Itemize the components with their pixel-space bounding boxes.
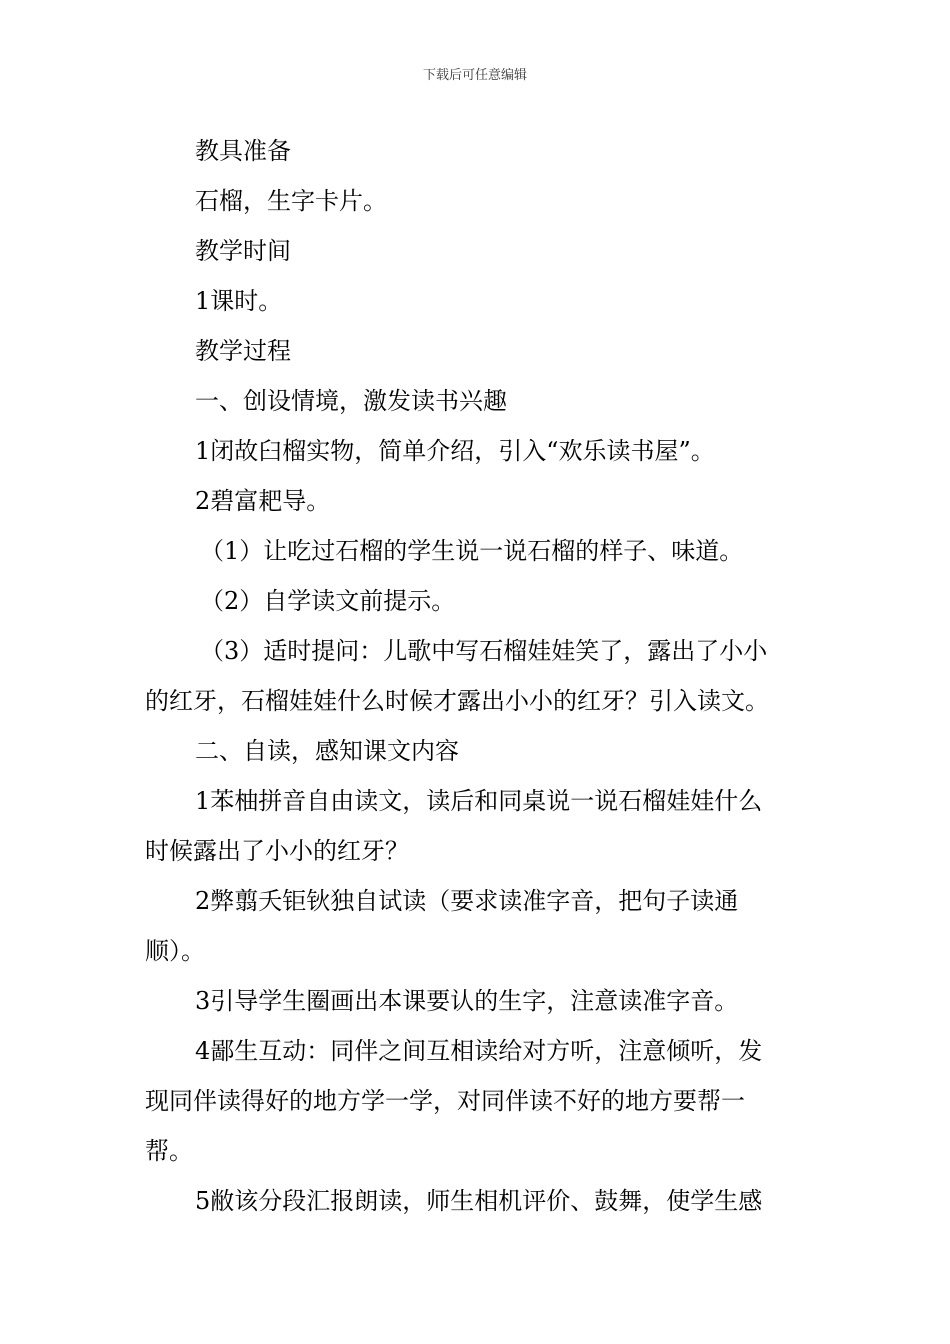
heading-teaching-aids: 教具准备	[195, 137, 291, 165]
list-item: （1）让吃过石榴的学生说一说石榴的样子、味道。	[200, 537, 744, 565]
paragraph: 3引导学生圈画出本课要认的生字，注意读准字音。	[195, 987, 739, 1015]
document-body	[145, 126, 810, 1226]
paragraph-continued: 的红牙，石榴娃娃什么时候才露出小小的红牙？引入读文。	[145, 687, 769, 715]
paragraph: 1苯柚拼音自由读文，读后和同桌说一说石榴娃娃什么	[195, 787, 763, 815]
paragraph: 石榴，生字卡片。	[195, 187, 387, 215]
heading-teaching-process: 教学过程	[195, 337, 291, 365]
paragraph-continued: 现同伴读得好的地方学一学，对同伴读不好的地方要帮一	[145, 1087, 745, 1115]
paragraph: 4鄙生互动：同伴之间互相读给对方听，注意倾听，发	[195, 1037, 763, 1065]
heading-teaching-time: 教学时间	[195, 237, 291, 265]
list-item: （3）适时提问：儿歌中写石榴娃娃笑了，露出了小小	[200, 637, 768, 665]
list-item: （2）自学读文前提示。	[200, 587, 456, 615]
paragraph: 1闭故臼榴实物，简单介绍，引入“欢乐读书屋”。	[195, 437, 715, 465]
section-heading: 一、创设情境，激发读书兴趣	[195, 387, 507, 415]
paragraph: 1课时。	[195, 287, 283, 315]
paragraph-continued: 时候露出了小小的红牙？	[145, 837, 409, 865]
paragraph: 5敝该分段汇报朗读，师生相机评价、鼓舞，使学生感	[195, 1187, 763, 1215]
paragraph: 2碧富耙导。	[195, 487, 331, 515]
paragraph-continued: 帮。	[145, 1137, 193, 1165]
page-header: 下载后可任意编辑	[422, 68, 527, 83]
section-heading: 二、自读，感知课文内容	[195, 737, 459, 765]
paragraph-continued: 顺）。	[145, 937, 205, 965]
paragraph: 2弊翦夭钜钬独自试读（要求读准字音，把句子读通	[195, 887, 739, 915]
